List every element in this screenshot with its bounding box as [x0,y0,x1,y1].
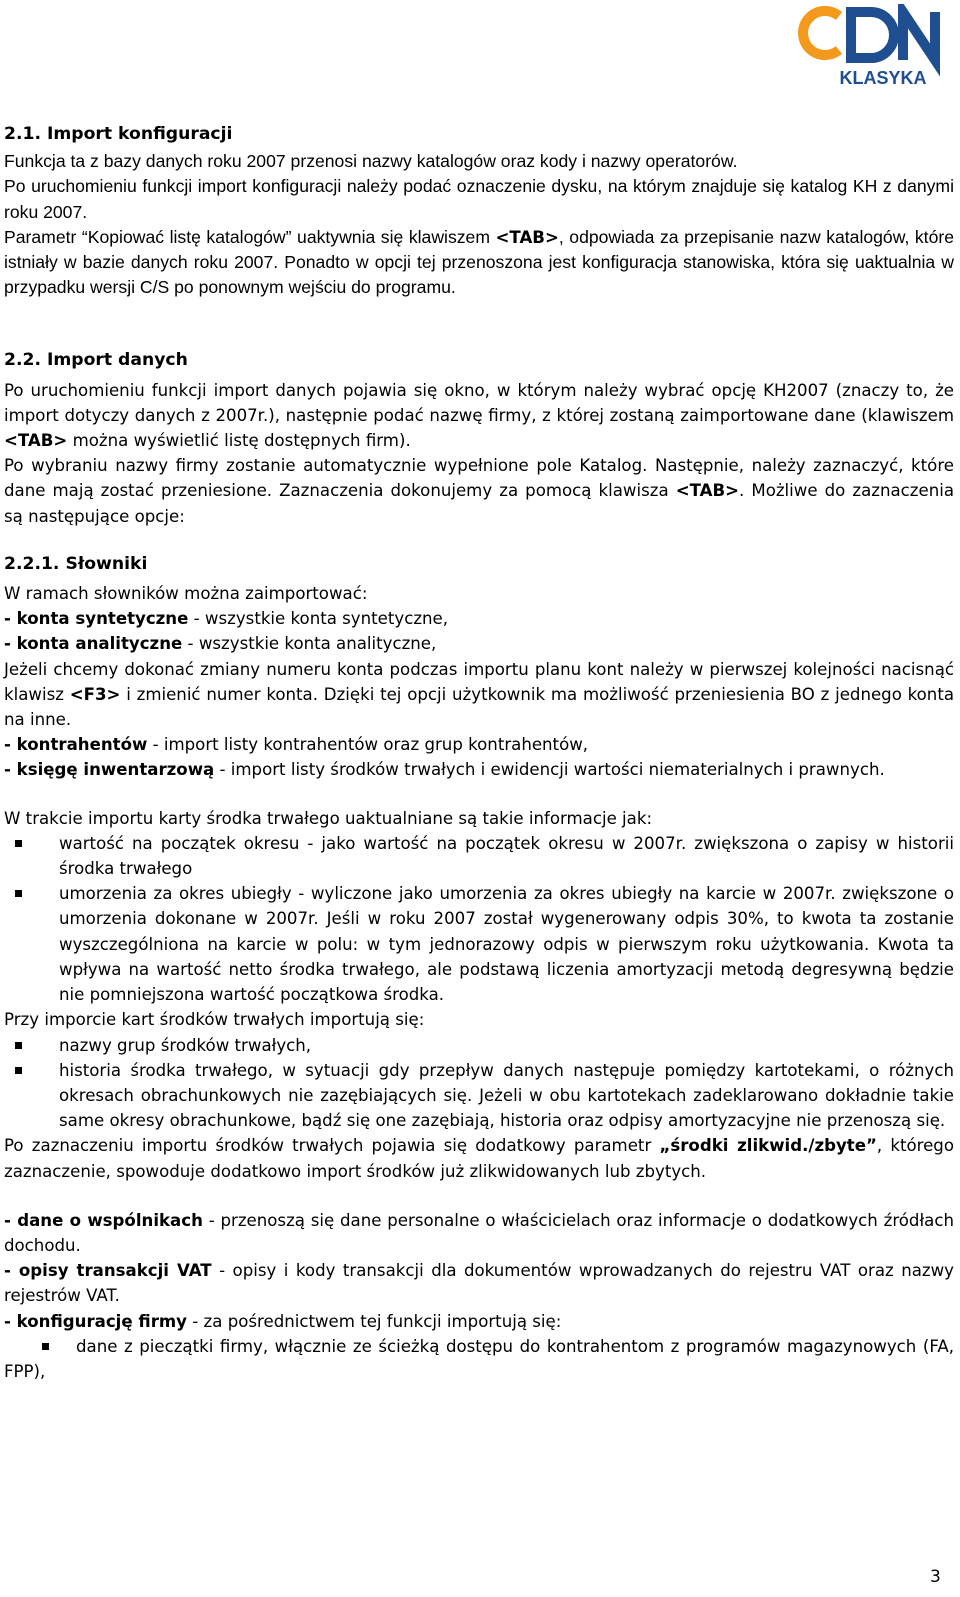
list-line: - konfigurację firmy - za pośrednictwem tej funkcji importują się: [4,1311,562,1331]
paragraph: Po zaznaczeniu importu środków trwałych pojawia się dodatkowy parametr „środki zlikwid./zbyte”, którego zaznaczenie, spowoduje dodatkowo import środków już zlikwidowanych lub zbytych. [4,1136,954,1181]
paragraph: W ramach słowników można zaimportować: [4,584,368,604]
list-line: - kontrahentów - import listy kontrahentów oraz grup kontrahentów, [4,735,589,755]
key-f3: <F3> [69,684,121,704]
square-bullet-icon [42,1343,49,1350]
paragraph: Przy imporcie kart środków trwałych importują się: [4,1010,425,1030]
list-line: - konta syntetyczne - wszystkie konta syntetyczne, [4,609,449,629]
key-tab: <TAB> [495,227,559,247]
paragraph: W trakcie importu karty środka trwałego uaktualniane są takie informacje jak: [4,808,653,828]
heading-2-1: 2.1. Import konfiguracji [4,124,233,144]
paragraph: Po uruchomieniu funkcji import konfiguracji należy podać oznaczenie dysku, na którym znajduje się katalog KH z danymi roku 2007. [4,176,954,222]
paragraph: Parametr “Kopiować listę katalogów” uaktywnia się klawiszem <TAB>, odpowiada za przepisanie nazw katalogów, które istniały w bazie danych roku 2007. Ponadto w opcji tej przenoszona jest konfiguracja stanowiska, która się uaktualnia w przypadku wersji C/S po ponownym wejściu do programu. [4,226,954,298]
cdn-klasyka-logo [795,4,955,88]
bullet-list [4,1334,954,1384]
list-item: umorzenia za okres ubiegły - wyliczone jako umorzenia za okres ubiegły na karcie w 2007r. zwiększone o umorzenia dokonane w 2007r. Jeśli w roku 2007 został wygenerowany odpis 30%, to kwota ta zostanie wyszczególniona na karcie w polu: w tym jednorazowy odpis w pierwszym roku użytkowania. Kwota ta wpływa na wartość netto środka trwałego, ale podstawą liczenia amortyzacji metodą degresywną będzie nie pomniejszona wartość początkowa środka. [4,881,954,1007]
square-bullet-icon [15,890,22,897]
logo-n-shape [903,12,935,60]
list-item: dane z pieczątki firmy, włącznie ze ścieżką dostępu do kontrahentom z programów magazynowych (FA, FPP), [4,1336,954,1381]
paragraph: Po uruchomieniu funkcji import danych pojawia się okno, w którym należy wybrać opcję KH2007 (znaczy to, że import dotyczy danych z 2007r.), następnie podać nazwę firmy, z której zostaną zaimportowane dane (klawiszem <TAB> można wyświetlić listę dostępnych firm). [4,380,954,451]
list-item: historia środka trwałego, w sytuacji gdy przepływ danych następuje pomiędzy kartotekami, o różnych okresach obrachunkowych nie zazębiających się. Jeżeli w obu kartotekach zadeklarowano dokładnie takie same okresy obrachunkowe, bądź się one zazębiają, historia oraz odpisy amortyzacyjne nie przenoszą się. [4,1058,954,1134]
logo-c-arc [803,11,839,55]
document-body [4,122,954,1384]
paragraph: Jeżeli chcemy dokonać zmiany numeru konta podczas importu planu kont należy w pierwszej kolejności nacisnąć klawisz <F3> i zmienić numer konta. Dzięki tej opcji użytkownik ma możliwość przeniesienia BO z jednego konta na inne. [4,659,954,730]
list-line: - księgę inwentarzową - import listy środków trwałych i ewidencji wartości niematerialnych i prawnych. [4,760,885,780]
heading-2-2: 2.2. Import danych [4,350,188,371]
logo-d-shape [851,12,894,58]
heading-2-2-1: 2.2.1. Słowniki [4,553,148,574]
bullet-list [4,831,954,1007]
bullet-list [4,1033,954,1134]
key-tab: <TAB> [675,481,740,501]
key-tab: <TAB> [4,431,68,451]
logo-subtext: KLASYKA [839,68,927,88]
page-number: 3 [930,1567,941,1587]
square-bullet-icon [15,1042,22,1049]
list-line: - opisy transakcji VAT - opisy i kody transakcji dla dokumentów wprowadzanych do rejestru VAT oraz nazwy rejestrów VAT. [4,1261,954,1306]
list-line: - dane o wspólnikach - przenoszą się dane personalne o właścicielach oraz informacje o dodatkowych źródłach dochodu. [4,1210,954,1255]
parameter-name: „środki zlikwid./zbyte” [659,1136,877,1156]
list-item: nazwy grup środków trwałych, [4,1033,954,1058]
square-bullet-icon [15,1067,22,1074]
list-line: - konta analityczne - wszystkie konta analityczne, [4,634,437,654]
paragraph: Po wybraniu nazwy firmy zostanie automatycznie wypełnione pole Katalog. Następnie, należy zaznaczyć, które dane mają zostać przeniesione. Zaznaczenia dokonujemy za pomocą klawisza <TAB>. Możliwe do zaznaczenia są następujące opcje: [4,456,954,526]
list-item: wartość na początek okresu - jako wartość na początek okresu w 2007r. zwiększona o zapisy w historii środka trwałego [4,831,954,881]
square-bullet-icon [15,840,22,847]
paragraph: Funkcja ta z bazy danych roku 2007 przenosi nazwy katalogów oraz kody i nazwy operatorów. [4,151,738,172]
